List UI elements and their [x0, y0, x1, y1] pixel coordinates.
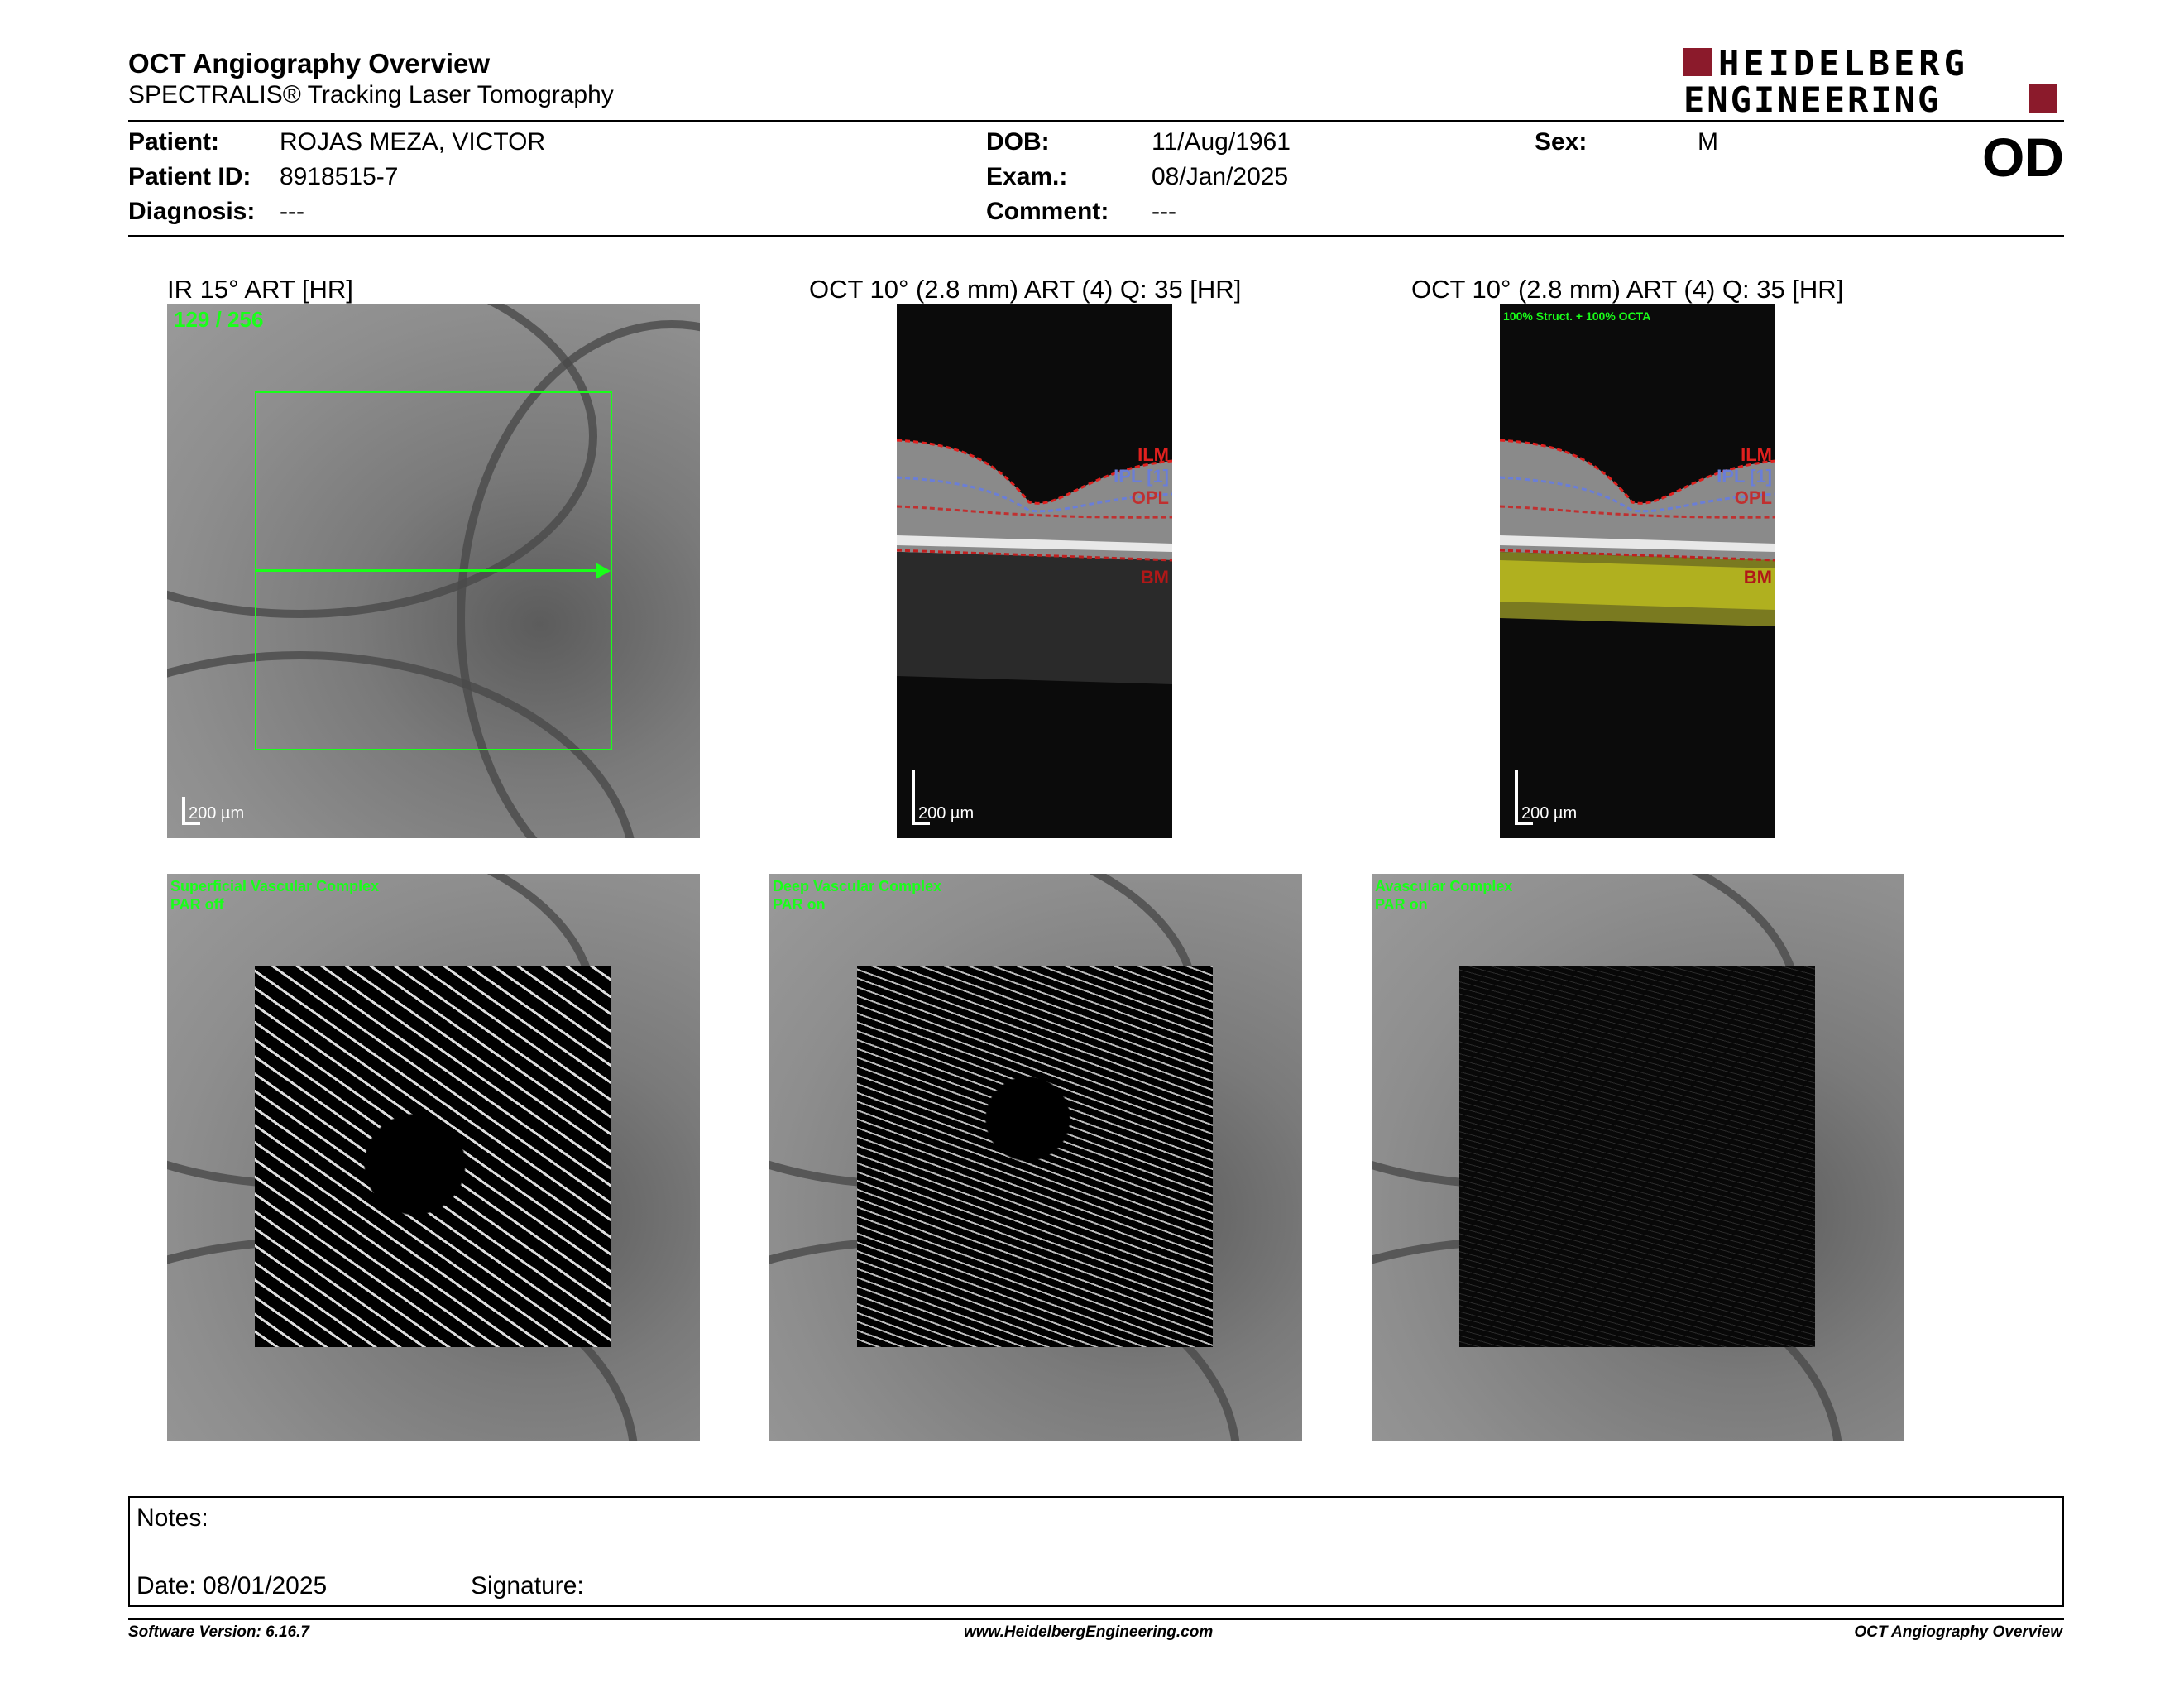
logo-square-bottom: [2029, 84, 2057, 113]
scan-arrow-icon: [596, 563, 611, 579]
notes-label: Notes:: [136, 1504, 208, 1532]
dob-label: DOB:: [986, 128, 1050, 156]
scale-bar-vertical: [1515, 770, 1518, 825]
notes-box[interactable]: [128, 1496, 2064, 1607]
layer-label-ilm: ILM: [1138, 444, 1169, 465]
panel-label-line2: PAR on: [773, 896, 826, 913]
software-version: Software Version: 6.16.7: [128, 1623, 309, 1641]
panel-label-line1: Superficial Vascular Complex: [170, 878, 380, 894]
eye-side: OD: [1982, 127, 2064, 188]
patient-id-label: Patient ID:: [128, 163, 251, 190]
layer-label-opl: OPL: [1131, 487, 1169, 508]
signature-label: Signature:: [471, 1572, 584, 1599]
scale-label: 200 µm: [1521, 804, 1578, 822]
deep-angiogram: [857, 966, 1213, 1347]
deep-vascular-panel[interactable]: [769, 874, 1302, 1441]
logo-line2: ENGINEERING: [1684, 79, 1942, 120]
patient-divider: [128, 235, 2064, 237]
layer-label-bm: BM: [1140, 567, 1169, 587]
heidelberg-logo: [1684, 43, 2064, 120]
report-subtitle: SPECTRALIS® Tracking Laser Tomography: [128, 81, 614, 108]
panel-label-line1: Deep Vascular Complex: [773, 878, 942, 894]
oct-octa-bscan-image[interactable]: [1500, 304, 1775, 838]
layer-label-ilm: ILM: [1741, 444, 1772, 465]
layer-label-ipl: IPL [1]: [1114, 466, 1169, 487]
ir-fundus-image[interactable]: [167, 304, 700, 838]
diagnosis-value: ---: [280, 198, 304, 225]
panel-label-line2: PAR on: [1375, 896, 1428, 913]
ir-caption: IR 15° ART [HR]: [167, 275, 353, 304]
scan-line: [256, 569, 602, 572]
patient-label: Patient:: [128, 128, 220, 156]
patient-id: 8918515-7: [280, 163, 399, 190]
header-divider: [128, 120, 2064, 122]
layer-label-opl: OPL: [1734, 487, 1772, 508]
avascular-panel[interactable]: [1372, 874, 1904, 1441]
comment-value: ---: [1152, 198, 1176, 225]
exam-value: 08/Jan/2025: [1152, 163, 1289, 190]
oct2-caption: OCT 10° (2.8 mm) ART (4) Q: 35 [HR]: [1411, 275, 1844, 304]
oct1-caption: OCT 10° (2.8 mm) ART (4) Q: 35 [HR]: [809, 275, 1242, 304]
retina-layers: [1500, 304, 1775, 838]
sex-label: Sex:: [1535, 128, 1588, 156]
logo-square-top: [1684, 48, 1712, 76]
website-link[interactable]: www.HeidelbergEngineering.com: [964, 1623, 1214, 1641]
ir-frame-counter: 129 / 256: [174, 307, 264, 332]
oct-bscan-image[interactable]: [897, 304, 1172, 838]
scale-label: 200 µm: [189, 804, 245, 822]
retina-layers: [897, 304, 1172, 838]
layer-label-bm: BM: [1743, 567, 1772, 587]
scale-label: 200 µm: [918, 804, 975, 822]
report-type: OCT Angiography Overview: [1854, 1623, 2062, 1641]
diagnosis-label: Diagnosis:: [128, 198, 256, 225]
superficial-vascular-panel[interactable]: [167, 874, 700, 1441]
date-label: Date: 08/01/2025: [136, 1572, 328, 1599]
comment-label: Comment:: [986, 198, 1109, 225]
dob-value: 11/Aug/1961: [1152, 128, 1291, 156]
octa-overlay-label: 100% Struct. + 100% OCTA: [1503, 309, 1651, 323]
report-title: OCT Angiography Overview: [128, 48, 491, 79]
exam-label: Exam.:: [986, 163, 1068, 190]
superficial-angiogram: [255, 966, 611, 1347]
avascular-angiogram: [1459, 966, 1815, 1347]
layer-label-ipl: IPL [1]: [1717, 466, 1772, 487]
patient-name: ROJAS MEZA, VICTOR: [280, 128, 546, 156]
panel-label-line2: PAR off: [170, 896, 224, 913]
scale-bar-vertical: [912, 770, 915, 825]
sex-value: M: [1698, 128, 1718, 156]
panel-label-line1: Avascular Complex: [1375, 878, 1513, 894]
scale-bar-vertical: [182, 797, 185, 825]
footer-divider: [128, 1618, 2064, 1620]
logo-line1: HEIDELBERG: [1718, 43, 1969, 84]
